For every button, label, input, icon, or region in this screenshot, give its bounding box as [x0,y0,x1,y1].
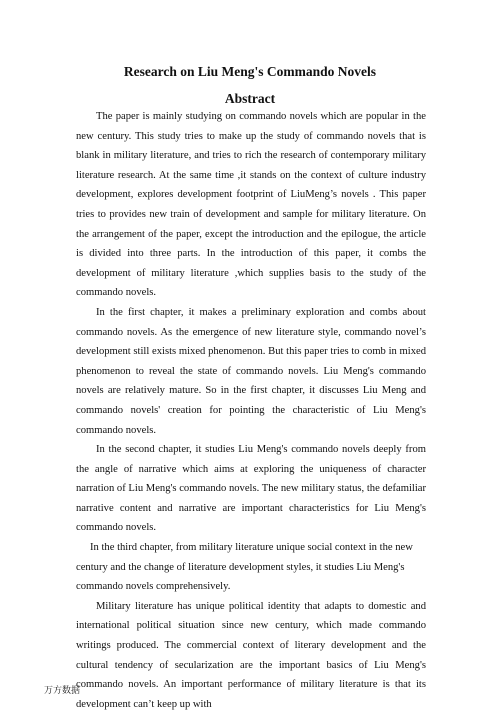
footer-watermark: 万方数据 [44,686,81,696]
paragraph-chapter-one: In the first chapter, it makes a preliminary exploration and combs about commando novels. As the emergence of new literature style, commando novel’s development still exists mixed phenomenon. But this paper tries to comb in mixed phenomenon to reveal the state of commando novels. Liu Meng's commando novels are relatively mature. So in the first chapter, it discusses Liu Meng and commando novels' creation for pointing the characteristic of Liu Meng's commando novels. [76,306,426,436]
abstract-body [76,107,426,714]
section-heading-abstract: Abstract [224,91,276,106]
paragraph-intro: The paper is mainly studying on commando novels which are popular in the new century. This study tries to make up the study of commando novels that is blank in military literature, and tries to rich the research of contemporary military literature research. At the same time ,it stands on the context of culture industry development, explores development footprint of LiuMeng’s novels . This paper tries to provides new train of development and sample for military literature. On the arrangement of the paper, except the introduction and the epilogue, the article is divided into three parts. In the introduction of this paper, it combs the development of military literature ,which supplies basis to the study of the commando novels. [76,111,426,299]
document-title: Research on Liu Meng's Commando Novels [123,64,377,79]
paragraph-military-literature: Military literature has unique political identity that adapts to domestic and international political situation since new century, which made commando writings produced. The commercial context of literary development and the cultural tendency of secularization are the important basics of Liu Meng's commando novels. An important performance of military literature is that its development can’t keep up with [76,600,426,710]
paragraph-chapter-two: In the second chapter, it studies Liu Meng's commando novels deeply from the angle of narrative which aims at exploring the uniqueness of character narration of Liu Meng's commando novels. The new military status, the defamiliar narrative content and narrative are important characteristics for Liu Meng's commando novels. [76,444,426,534]
paragraph-chapter-three: In the third chapter, from military literature unique social context in the new century and the change of literature development styles, it studies Liu Meng's commando novels comprehensively. [76,542,413,593]
